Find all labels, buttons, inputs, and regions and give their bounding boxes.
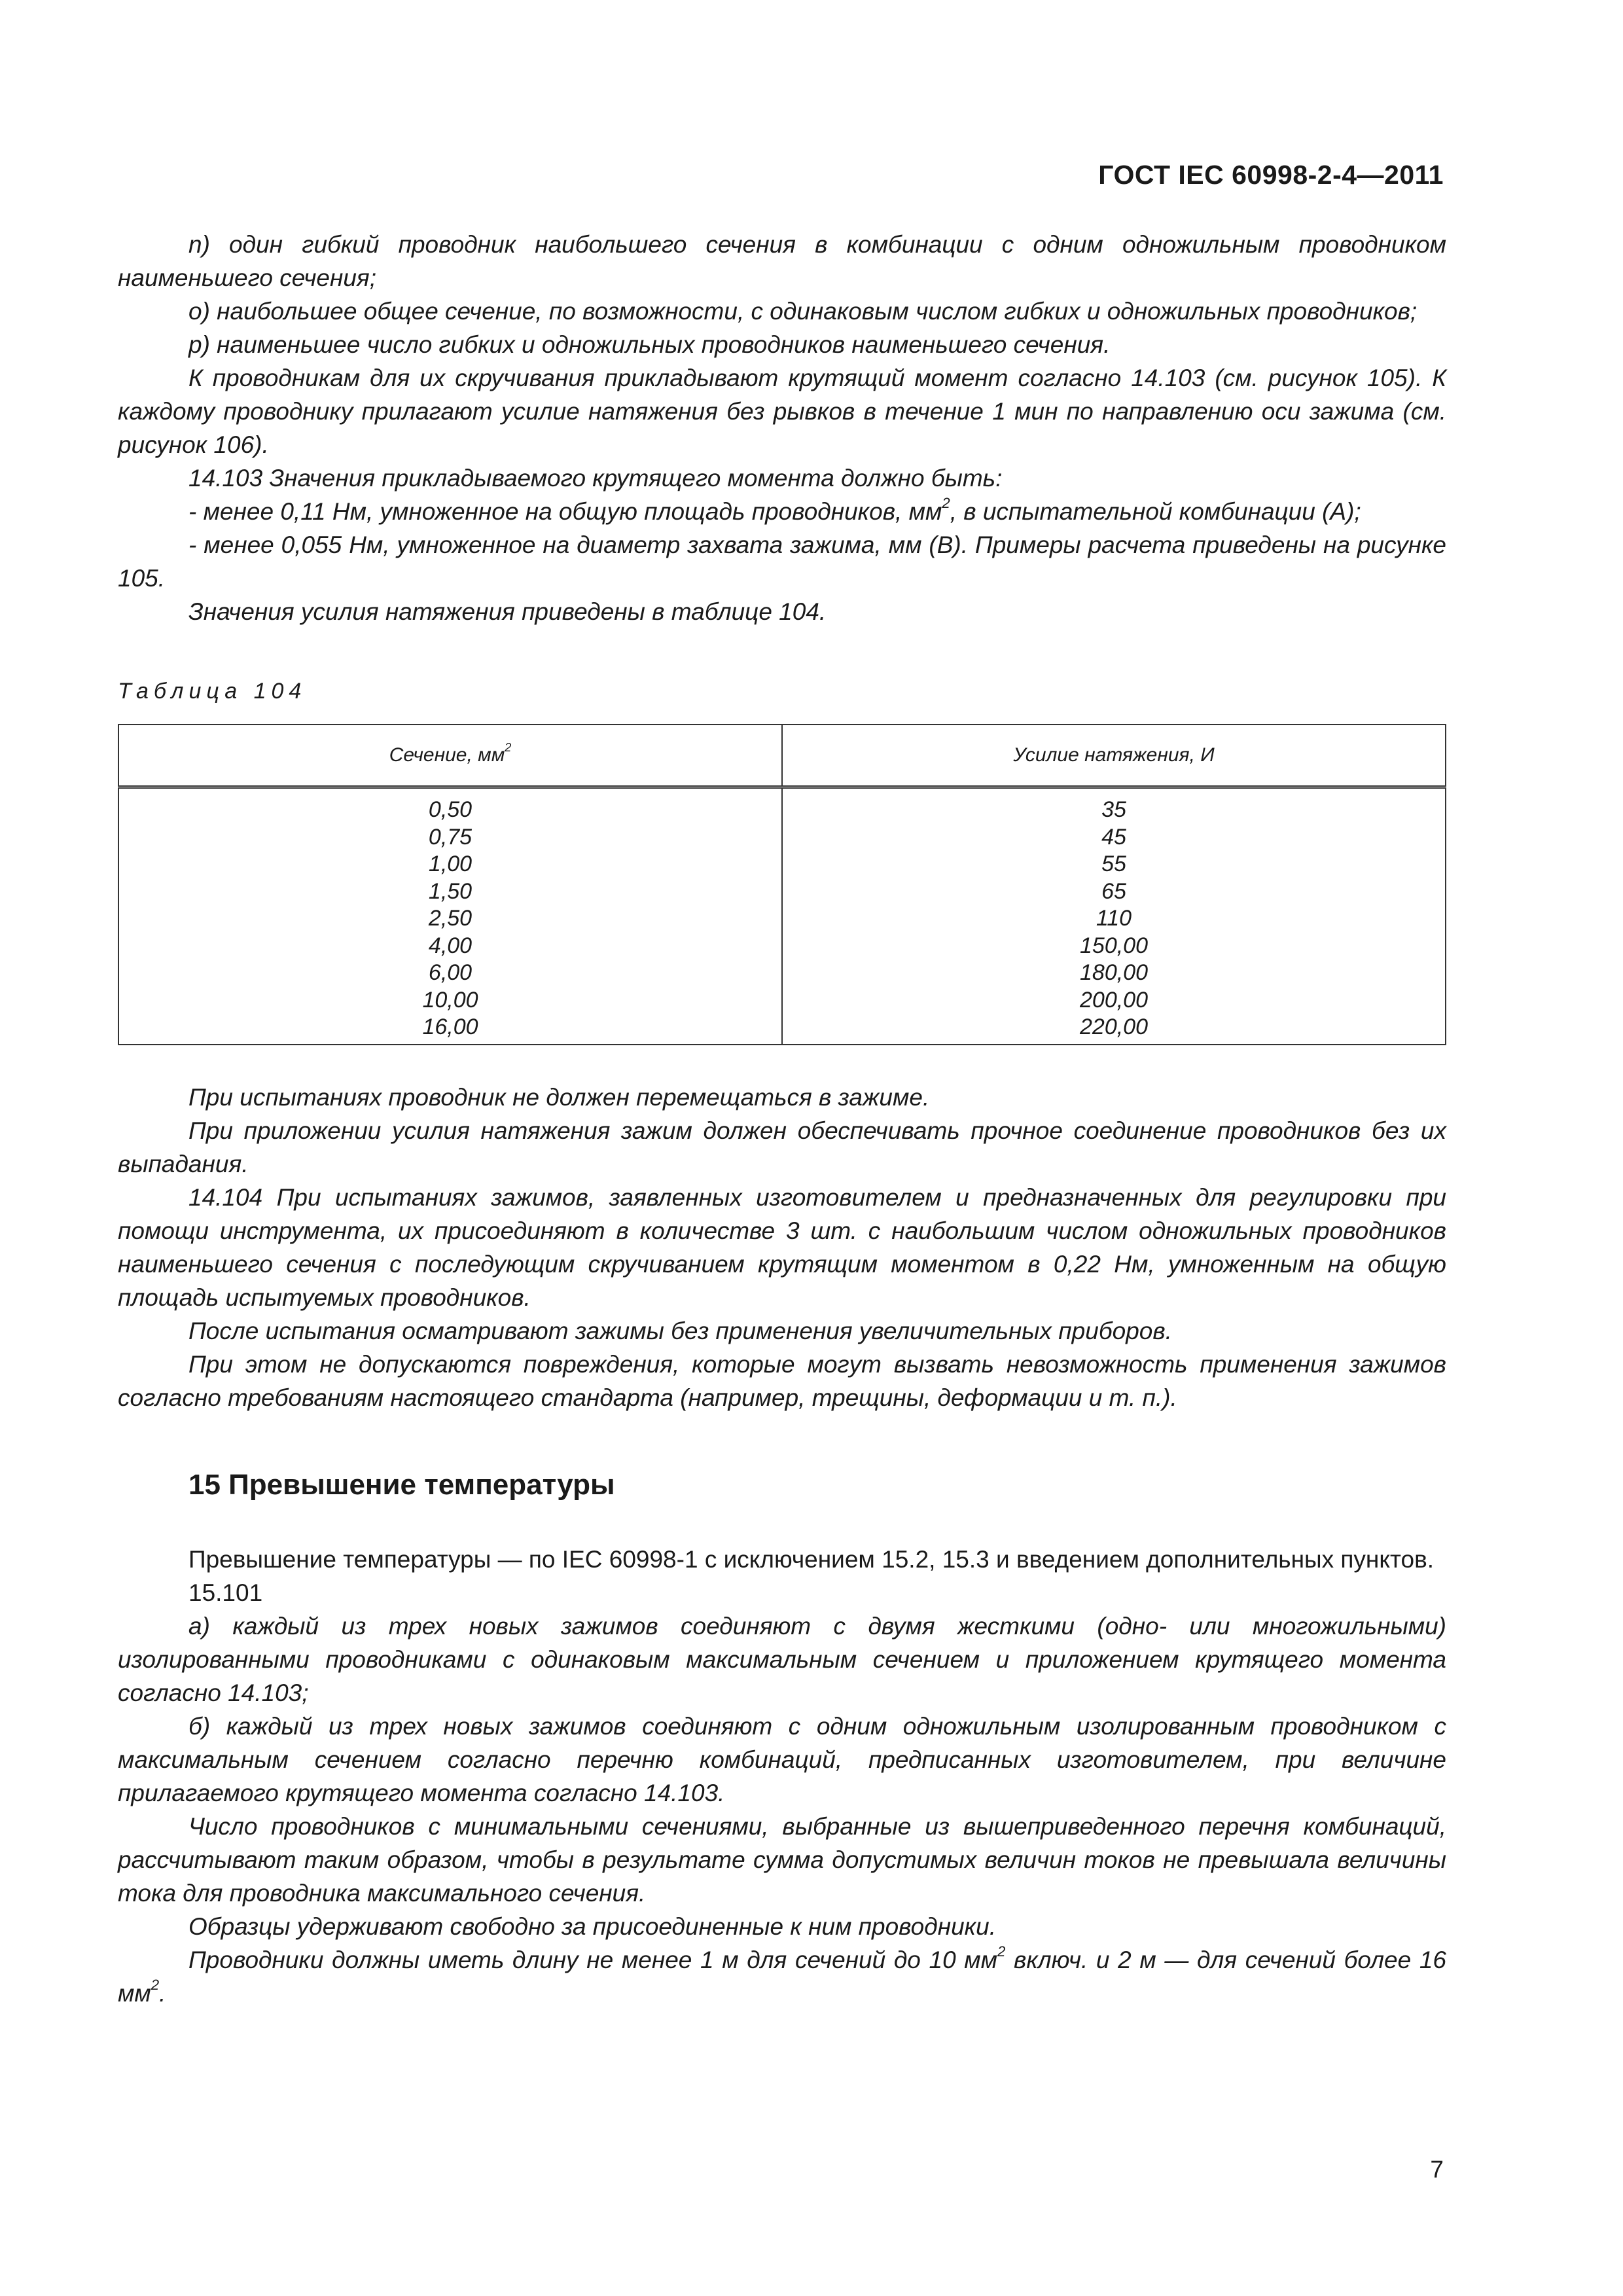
table-header-row: [118, 725, 1446, 787]
section-heading: 15 Превышение температуры: [188, 1468, 615, 1501]
table-cell: 16,00: [422, 1014, 478, 1039]
header-text: Сечение, мм: [389, 744, 505, 766]
column-header-cross-section: [118, 725, 782, 787]
table-cell: 10,00: [422, 987, 478, 1013]
table-cell: 35: [1101, 797, 1126, 822]
table-cell: 0,75: [428, 824, 473, 850]
item-o: o) наибольшее общее сечение, по возможности, с одинаковым числом гибких и одножильных проводников;: [188, 298, 1418, 325]
table-cell: 150,00: [1080, 933, 1148, 958]
table-cell: 1,50: [428, 878, 473, 904]
table-cell: 6,00: [428, 960, 473, 985]
torque-item-a: [118, 495, 1446, 528]
post-table-section: [118, 1081, 1446, 1414]
item-p: p) наименьшее число гибких и одножильных проводников наименьшего сечения.: [188, 331, 1111, 358]
superscript: 2: [997, 1943, 1006, 1960]
table-cell: 4,00: [428, 933, 473, 958]
torque-item-b: - менее 0,055 Нм, умноженное на диаметр захвата зажима, мм (В). Примеры расчета приведены на рисунке 105.: [118, 531, 1446, 592]
section-intro: Превышение температуры — по IEC 60998-1 с исключением 15.2, 15.3 и введением дополнительных пунктов.: [188, 1545, 1435, 1573]
tension-values: [782, 787, 1446, 1045]
conductor-count-paragraph: Число проводников с минимальными сечениями, выбранные из вышеприведенного перечня комбинаций, рассчитывают таким образом, чтобы в результате сумма допустимых величин токов не превышала величины тока для проводника максимального сечения.: [118, 1812, 1446, 1907]
table-cell: 65: [1101, 878, 1126, 904]
item-n: n) один гибкий проводник наибольшего сечения в комбинации с одним одножильным проводником наименьшего сечения;: [118, 231, 1446, 291]
table-row: [118, 787, 1446, 1045]
column-header-tension: Усилие натяжения, И: [782, 725, 1446, 787]
tension-force-table: [118, 724, 1446, 1045]
torque-item-a-text: - менее 0,11 Нм, умноженное на общую площадь проводников, мм: [188, 498, 942, 525]
superscript: 2: [942, 495, 950, 512]
torque-item-a-text-end: , в испытательной комбинации (А);: [950, 498, 1361, 525]
secure-connection-paragraph: При приложении усилия натяжения зажим должен обеспечивать прочное соединение проводников без их выпадания.: [118, 1117, 1446, 1177]
page-number: 7: [1430, 2156, 1444, 2183]
item-a: а) каждый из трех новых зажимов соединяют с двумя жесткими (одно- или многожильными) изолированными проводниками с одинаковым максимальным сечением и приложением крутящего момента согласно 14.103;: [118, 1612, 1446, 1706]
table-cell: 220,00: [1080, 1014, 1148, 1039]
cross-section-values: [118, 787, 782, 1045]
document-code-header: ГОСТ IEC 60998-2-4—2011: [1098, 160, 1444, 190]
table-cell: 110: [1096, 906, 1132, 931]
damage-paragraph: При этом не допускаются повреждения, которые могут вызвать невозможность применения зажимов согласно требованиям настоящего стандарта (например, трещины, деформации и т. п.).: [118, 1350, 1446, 1411]
length-text: включ. и 2 м — для сечений более 16 мм: [118, 1946, 1446, 2007]
conductor-movement-paragraph: При испытаниях проводник не должен перемещаться в зажиме.: [188, 1083, 930, 1111]
inspection-paragraph: После испытания осматривают зажимы без применения увеличительных приборов.: [188, 1317, 1172, 1344]
table-cell: 1,00: [428, 852, 473, 876]
clause-14-103: 14.103 Значения прикладываемого крутящего момента должно быть:: [188, 465, 1003, 492]
page-content: [118, 228, 1446, 2010]
length-text: .: [159, 1979, 166, 2007]
table-cell: 45: [1101, 824, 1126, 850]
table-cell: 2,50: [428, 906, 473, 931]
clause-15-101: 15.101: [188, 1579, 263, 1606]
samples-paragraph: Образцы удерживают свободно за присоединенные к ним проводники.: [188, 1912, 996, 1940]
table-cell: 200,00: [1080, 987, 1148, 1013]
superscript: 2: [151, 1976, 160, 1993]
superscript: 2: [505, 741, 512, 755]
table-caption: Таблица 104: [118, 679, 307, 704]
table-cell: 180,00: [1080, 960, 1148, 985]
table-cell: 0,50: [428, 797, 473, 822]
conductor-length-paragraph: [118, 1943, 1446, 2010]
table-cell: 55: [1101, 852, 1126, 876]
torque-application-paragraph: К проводникам для их скручивания прикладывают крутящий момент согласно 14.103 (см. рисунок 105). К каждому проводнику прилагают усилие натяжения без рывков в течение 1 мин по направлению оси зажима (см. рисунок 106).: [118, 365, 1446, 458]
clause-14-104: 14.104 При испытаниях зажимов, заявленных изготовителем и предназначенных для регулировки при помощи инструмента, их присоединяют в количестве 3 шт. с наибольшим числом одножильных проводников наименьшего сечения с последующим скручиванием крутящим моментом в 0,22 Нм, умноженным на общую площадь испытуемых проводников.: [118, 1183, 1446, 1311]
table-reference: Значения усилия натяжения приведены в таблице 104.: [188, 598, 827, 625]
item-b: б) каждый из трех новых зажимов соединяют с одним одножильным изолированным проводником с максимальным сечением согласно перечню комбинаций, предписанных изготовителем, при величине прилагаемого крутящего момента согласно 14.103.: [118, 1712, 1446, 1806]
length-text: Проводники должны иметь длину не менее 1 м для сечений до 10 мм: [188, 1946, 998, 1973]
